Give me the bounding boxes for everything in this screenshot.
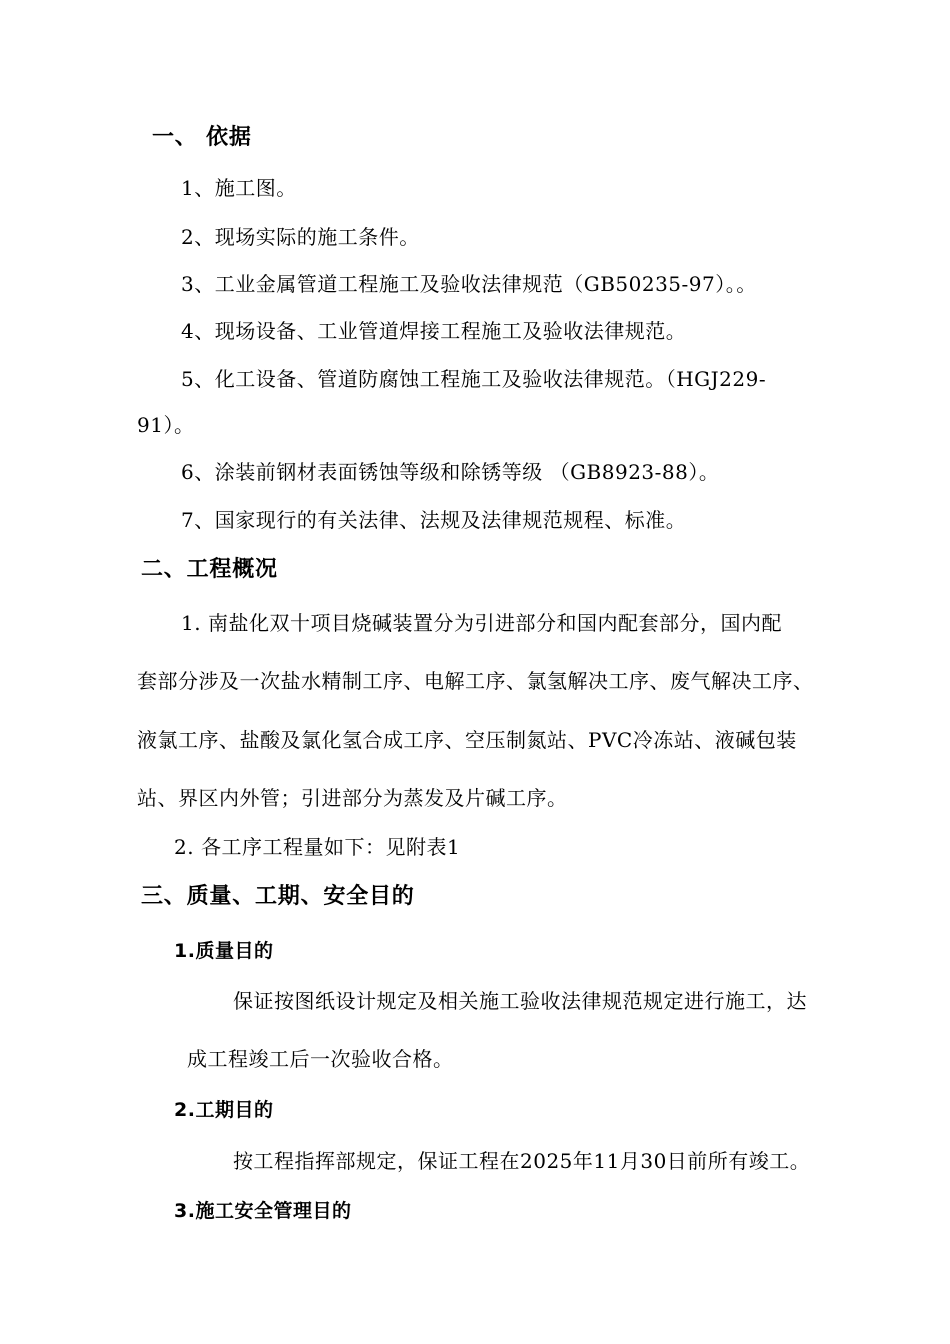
- section-heading-basis: 一、 依据: [152, 125, 252, 150]
- overview-paragraph-line-2: 套部分涉及一次盐水精制工序、电解工序、氯氢解决工序、废气解决工序、: [137, 669, 814, 693]
- basis-item-5-continued: 91）。: [137, 413, 195, 437]
- basis-item-7: 7、国家现行的有关法律、法规及法律规范规程、标准。: [181, 508, 687, 532]
- basis-item-3: 3、工业金属管道工程施工及验收法律规范（GB50235-97）。。: [181, 272, 757, 296]
- schedule-target-line: 按工程指挥部规定，保证工程在2025年11月30日前所有竣工。: [233, 1149, 811, 1173]
- basis-item-1: 1、施工图。: [181, 176, 297, 200]
- section-heading-targets: 三、质量、工期、安全目的: [141, 884, 415, 909]
- basis-item-2: 2、现场实际的施工条件。: [181, 225, 420, 249]
- quality-target-title: 1.质量目的: [174, 940, 274, 962]
- overview-paragraph-2: 2. 各工序工程量如下：见附表1: [174, 835, 461, 859]
- basis-item-4: 4、现场设备、工业管道焊接工程施工及验收法律规范。: [181, 319, 687, 343]
- quality-target-line-2: 成工程竣工后一次验收合格。: [187, 1047, 454, 1071]
- basis-item-6: 6、涂装前钢材表面锈蚀等级和除锈等级 （GB8923-88）。: [181, 460, 720, 484]
- quality-target-line-1: 保证按图纸设计规定及相关施工验收法律规范规定进行施工，达: [233, 989, 807, 1013]
- safety-target-title: 3.施工安全管理目的: [174, 1200, 352, 1222]
- overview-paragraph-line-1: 1. 南盐化双十项目烧碱装置分为引进部分和国内配套部分，国内配: [181, 611, 782, 635]
- basis-item-5: 5、化工设备、管道防腐蚀工程施工及验收法律规范。（HGJ229-: [181, 367, 767, 391]
- schedule-target-title: 2.工期目的: [174, 1099, 274, 1121]
- overview-paragraph-line-4: 站、界区内外管；引进部分为蒸发及片碱工序。: [137, 786, 568, 810]
- section-heading-overview: 二、工程概况: [141, 557, 278, 582]
- overview-paragraph-line-3: 液氯工序、盐酸及氯化氢合成工序、空压制氮站、PVC冷冻站、液碱包装: [137, 728, 797, 752]
